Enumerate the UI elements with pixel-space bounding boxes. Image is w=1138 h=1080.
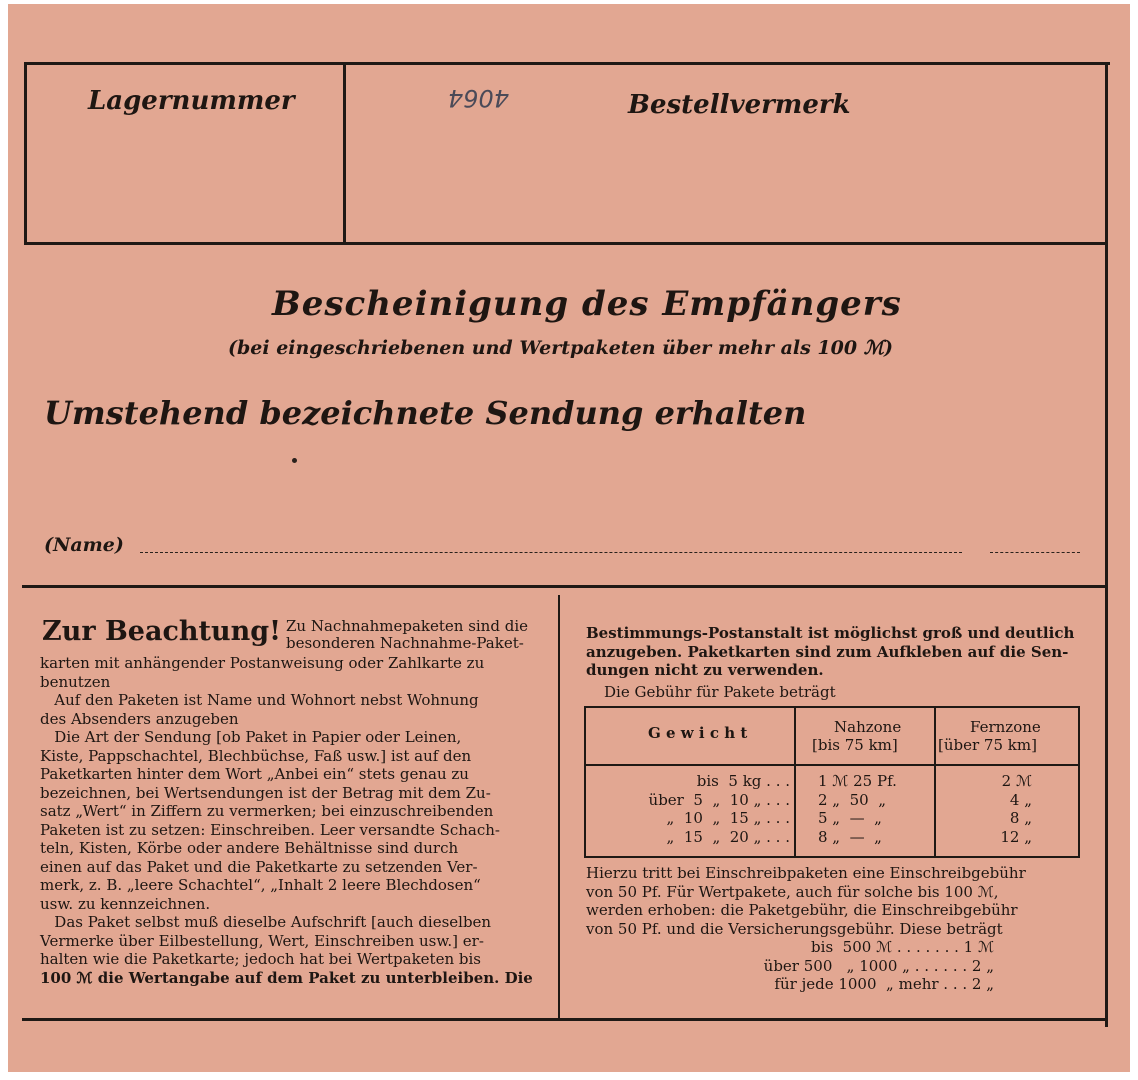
receipt-statement: Umstehend bezeichnete Sendung erhalten — [44, 394, 807, 432]
fee-weight-column — [594, 772, 790, 846]
fee-table-col-rule-1 — [794, 708, 796, 856]
fee-table — [584, 706, 1080, 858]
notice-line: karten mit anhängender Postanweisung oder Zahlkarte zu — [40, 654, 485, 672]
notice-line: Auf den Paketen ist Name und Wohnort nebst Wohnung — [40, 691, 479, 709]
certificate-subtitle: (bei eingeschriebenen und Wertpaketen über mehr als 100 ℳ) — [228, 337, 893, 359]
notice-body — [40, 654, 533, 987]
notice-line: Die Art der Sendung [ob Paket in Papier oder Leinen, — [40, 728, 462, 746]
notice-line: merk, z. B. „leere Schachtel“, „Inhalt 2 leere Blechdosen“ — [40, 876, 481, 894]
fee-row-weight: über 5 „ 10 „ . . . — [648, 790, 790, 809]
notice-line: bezeichnen, bei Wertsendungen ist der Betrag mit dem Zu- — [40, 783, 491, 802]
fee-row-near: 8 „ — „ — [818, 827, 882, 846]
frame-left-upper — [24, 62, 27, 244]
fee-row-far: 12 „ — [1000, 827, 1032, 846]
col-far-header: Fernzone — [970, 718, 1041, 736]
col-near-subheader: [bis 75 km] — [812, 736, 898, 754]
notice-line: einen auf das Paket und die Paketkarte zu setzenden Ver- — [40, 857, 478, 876]
insurance-line: bis 500 ℳ . . . . . . . 1 ℳ — [811, 938, 994, 956]
notice-line: Das Paket selbst muß dieselbe Aufschrift [auch dieselben — [40, 913, 492, 931]
notice-line: benutzen — [40, 672, 111, 691]
name-signature-line-end — [990, 552, 1080, 553]
destination-text — [586, 624, 1074, 680]
section-divider — [22, 585, 1108, 588]
destination-line: anzugeben. Paketkarten sind zum Aufkleben auf die Sen- — [586, 642, 1069, 661]
header-bottom — [24, 242, 1108, 245]
fee-row-weight: „ 10 „ 15 „ . . . — [666, 809, 790, 827]
notice-divider — [558, 595, 560, 1020]
notice-line: Paketkarten hinter dem Wort „Anbei ein“ stets genau zu — [40, 765, 469, 783]
destination-line: Bestimmungs-Postanstalt ist möglichst groß und deutlich — [586, 624, 1075, 642]
fee-near-column — [818, 772, 897, 846]
fee-table-header-rule — [586, 764, 1078, 766]
name-label: (Name) — [44, 534, 124, 556]
fee-row-far: 8 „ — [1009, 809, 1032, 827]
col-near-header: Nahzone — [834, 718, 902, 736]
header-divider — [343, 64, 346, 244]
fee-far-column — [976, 772, 1032, 846]
certificate-title: Bescheinigung des Empfängers — [272, 284, 902, 324]
notice-line: Paketen ist zu setzen: Einschreiben. Leer versandte Schach- — [40, 820, 500, 839]
frame-right — [1105, 62, 1108, 1027]
insurance-fee-list — [684, 938, 994, 994]
notice-first-line: Zu Nachnahmepaketen sind die — [286, 617, 528, 635]
fee-row-weight: „ 15 „ 20 „ . . . — [666, 827, 790, 846]
handwritten-stock-number: 4064 — [448, 84, 510, 112]
order-note-label: Bestellvermerk — [628, 90, 851, 120]
notice-line: Kiste, Pappschachtel, Blechbüchse, Faß usw.] ist auf den — [40, 746, 472, 765]
notice-line: 100 ℳ die Wertangabe auf dem Paket zu unterbleiben. Die — [40, 968, 533, 987]
notice-second-line: besonderen Nachnahme-Paket- — [286, 634, 524, 652]
notice-line: usw. zu kennzeichnen. — [40, 894, 211, 913]
fee-row-far: 2 ℳ — [1001, 772, 1032, 790]
fee-row-far: 4 „ — [1009, 790, 1032, 809]
fee-row-near: 1 ℳ 25 Pf. — [818, 772, 897, 790]
frame-top — [24, 62, 1110, 65]
name-signature-line — [140, 552, 962, 553]
stock-number-label: Lagernummer — [88, 86, 295, 116]
registered-fee-text — [586, 864, 1026, 938]
fee-row-near: 5 „ — „ — [818, 809, 882, 827]
frame-bottom — [22, 1018, 1108, 1021]
col-weight-header: G e w i c h t — [648, 724, 748, 742]
notice-line: teln, Kisten, Körbe oder andere Behältnisse sind durch — [40, 839, 459, 857]
notice-line: halten wie die Paketkarte; jedoch hat bei Wertpaketen bis — [40, 950, 481, 968]
fee-table-col-rule-2 — [934, 708, 936, 856]
destination-line: dungen nicht zu verwenden. — [586, 661, 824, 679]
fee-row-near: 2 „ 50 „ — [818, 790, 887, 809]
fee-note-line: von 50 Pf. und die Versicherungsgebühr. Diese beträgt — [586, 919, 1003, 938]
notice-line: des Absenders anzugeben — [40, 709, 239, 728]
stray-dot — [292, 458, 297, 463]
fee-note-line: von 50 Pf. Für Wertpakete, auch für solche bis 100 ℳ, — [586, 882, 999, 901]
notice-line: Vermerke über Eilbestellung, Wert, Einschreiben usw.] er- — [40, 931, 484, 950]
col-far-subheader: [über 75 km] — [938, 736, 1037, 754]
insurance-line: für jede 1000 „ mehr . . . 2 „ — [774, 975, 994, 993]
fee-intro: Die Gebühr für Pakete beträgt — [604, 683, 836, 701]
insurance-line: über 500 „ 1000 „ . . . . . . 2 „ — [763, 956, 994, 975]
fee-row-weight: bis 5 kg . . . — [696, 772, 790, 790]
notice-heading: Zur Beachtung! — [42, 616, 281, 647]
fee-note-line: Hierzu tritt bei Einschreibpaketen eine Einschreibgebühr — [586, 864, 1026, 882]
fee-note-line: werden erhoben: die Paketgebühr, die Einschreibgebühr — [586, 901, 1018, 919]
notice-line: satz „Wert“ in Ziffern zu vermerken; bei einzuschreibenden — [40, 802, 494, 820]
